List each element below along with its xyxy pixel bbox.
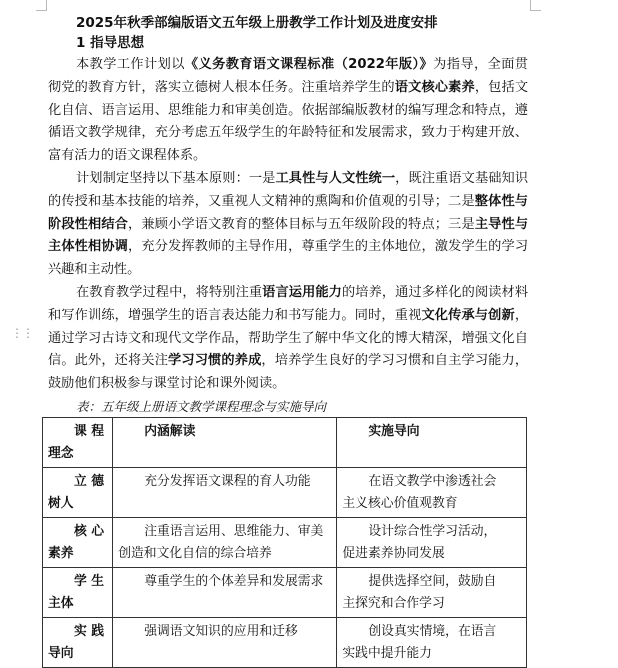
paragraph-text: 的培养，通过多样化的阅读材料和写作训练，增强学生的语言表达能力和书写能力。同时，重视 (48, 284, 529, 323)
emphasis-text: 学习习惯的养成 (168, 353, 262, 369)
table-row (43, 517, 527, 567)
document-page (48, 10, 528, 668)
document-title: 2025年秋季部编版语文五年级上册教学工作计划及进度安排 (76, 15, 438, 31)
table-row (43, 617, 527, 667)
page-corner-mark-right (530, 0, 541, 11)
table-header-row (43, 417, 527, 467)
header-cell-implementation: 实施导向 (337, 417, 527, 467)
paragraph-text: ，通过学习古诗文和现代文学作品，帮助学生了解中华文化的博大精深，增强文化自信。此外，还将关注 (48, 307, 529, 369)
emphasis-text: 工具性与人文性统一 (275, 170, 396, 186)
cell-meaning: 尊重学生的个体差异和发展需求 (113, 567, 337, 617)
section-heading: 1 指导思想 (76, 35, 145, 51)
table-row (43, 567, 527, 617)
cell-concept: 核 心 素养 (43, 517, 113, 567)
cell-implementation: 创设真实情境，在语言 实践中提升能力 (337, 617, 527, 667)
curriculum-table (42, 417, 527, 668)
cell-meaning: 充分发挥语文课程的育人功能 (113, 467, 337, 517)
emphasis-text: 整体性与阶段性相结合 (48, 193, 528, 232)
paragraph-text: ，培养学生良好的学习习惯和自主学习能力，鼓励他们积极参与课堂讨论和课外阅读。 (48, 353, 529, 392)
paragraph-process (48, 282, 528, 396)
paragraph-text: ，兼顾小学语文教育的整体目标与五年级阶段的特点；三是 (128, 216, 475, 232)
table-row (43, 467, 527, 517)
paragraph-principles (48, 168, 528, 282)
cell-concept: 实 践 导向 (43, 617, 113, 667)
page-corner-mark-left (36, 0, 47, 11)
paragraph-text: ，充分发挥教师的主导作用，尊重学生的主体地位，激发学生的学习兴趣和主动性。 (48, 239, 529, 278)
paragraph-text: ，既注重语文基础知识的传授和基本技能的培养，又重视人文精神的熏陶和价值观的引导；二是 (48, 170, 529, 209)
cell-implementation: 在语文教学中渗透社会 主义核心价值观教育 (337, 467, 527, 517)
emphasis-text: 文化传承与创新 (421, 307, 515, 323)
emphasis-text: 《义务教育语文课程标准（2022年版）》 (184, 57, 434, 72)
paragraph-text: 在教育教学过程中，将特别注重 (76, 284, 263, 300)
emphasis-text: 语文核心素养 (394, 79, 475, 95)
drag-handle-icon[interactable]: ⋮⋮ (11, 326, 33, 340)
paragraph-guiding-ideology (48, 54, 528, 168)
cell-meaning: 注重语言运用、思维能力、审美 创造和文化自信的综合培养 (113, 517, 337, 567)
cell-meaning: 强调语文知识的应用和迁移 (113, 617, 337, 667)
header-cell-meaning: 内涵解读 (113, 417, 337, 467)
header-cell-concept: 课 程 理念 (43, 417, 113, 467)
cell-concept: 学 生 主体 (43, 567, 113, 617)
paragraph-text: 本教学工作计划以 (76, 57, 185, 72)
cell-implementation: 提供选择空间，鼓励自 主探究和合作学习 (337, 567, 527, 617)
cell-concept: 立 德 树人 (43, 467, 113, 517)
paragraph-text: 计划制定坚持以下基本原则：一是 (76, 170, 276, 186)
cell-implementation: 设计综合性学习活动， 促进素养协同发展 (337, 517, 527, 567)
table-caption: 表：五年级上册语文教学课程理念与实施导向 (76, 398, 327, 414)
emphasis-text: 语言运用能力 (262, 284, 342, 300)
paragraph-text: 为指导，全面贯彻党的教育方针，落实立德树人根本任务。注重培养学生的 (48, 57, 528, 95)
emphasis-text: 主导性与主体性相协调 (48, 216, 529, 255)
paragraph-text: ，包括文化自信、语言运用、思维能力和审美创造。依据部编版教材的编写理念和特点，遵循语文教学规律，充分考虑五年级学生的年龄特征和发展需求，致力于构建开放、富有活力的语文课程体系。 (48, 79, 529, 164)
